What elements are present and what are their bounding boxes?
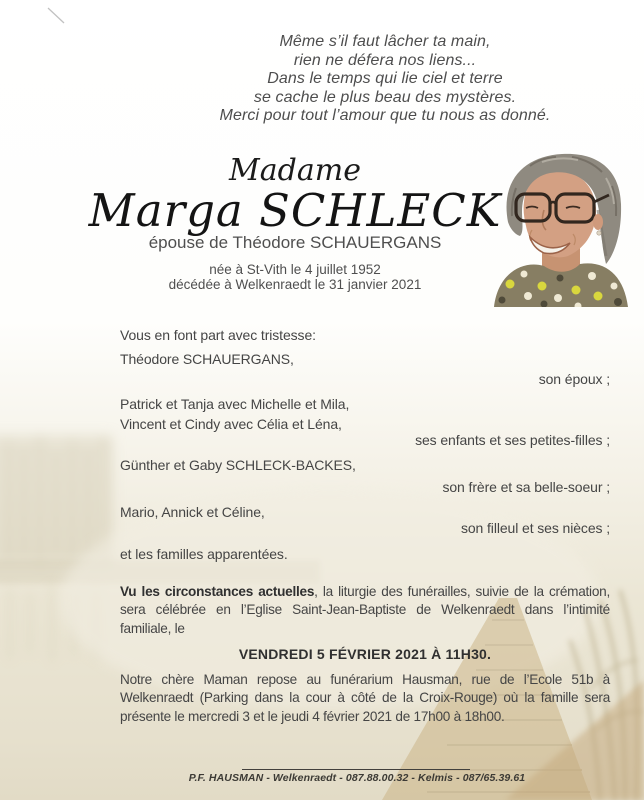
families-line: et les familles apparentées. [120,546,288,562]
funeral-home-credit: P.F. HAUSMAN - Welkenraedt - 087.88.00.32 - Kelmis - 087/65.39.61 [188,772,526,784]
spouse-line: épouse de Théodore SCHAUERGANS [148,233,442,252]
quote-line: Même s’il faut lâcher ta main, [279,33,491,50]
visitation-line: Notre chère Maman repose au funérarium Hausman, rue de l’Ecole 51b à [120,672,610,687]
relative-name: Vincent et Cindy avec Célia et Léna, [120,416,342,432]
birth-line: née à St-Vith le 4 juillet 1952 [209,262,381,277]
relative-name: Patrick et Tanja avec Michelle et Mila, [120,396,350,412]
portrait-photo [480,144,641,307]
funeral-date-line: VENDREDI 5 FÉVRIER 2021 À 11H30. [238,646,492,662]
ceremony-line: familiale, le [120,621,185,636]
ceremony-line: sera célébrée en l’Eglise Saint-Jean-Baptiste de Welkenraedt dans l’intimité [120,602,610,617]
footer-divider [242,769,470,770]
quote-line: se cache le plus beau des mystères. [253,88,517,106]
relative-name: Günther et Gaby SCHLECK-BACKES, [120,457,356,473]
announcement-intro: Vous en font part avec tristesse: [120,327,316,343]
relative-name: Mario, Annick et Céline, [120,504,265,520]
relative-relation: ses enfants et ses petites-filles ; [415,432,610,448]
death-line: décédée à Welkenraedt le 31 janvier 2021 [168,277,422,292]
relative-relation: son filleul et ses nièces ; [460,520,610,536]
quote-line: Dans le temps qui lie ciel et terre [267,70,503,88]
visitation-line: Welkenraedt (Parking dans la cour à côté de la Croix-Rouge) où la famille sera [120,690,610,705]
visitation-line: présente le mercredi 3 et le jeudi 4 février 2021 de 17h00 à 18h00. [120,709,505,724]
opening-quote [130,33,640,126]
relative-name: Théodore SCHAUERGANS, [120,351,294,367]
quote-line: rien ne défera nos liens... [293,51,477,69]
scan-artifact-mark [48,8,64,23]
relative-relation: son époux ; [538,371,610,387]
relative-relation: son frère et sa belle-soeur ; [442,479,610,495]
quote-line: Merci pour tout l’amour que tu nous as donné. [219,107,551,125]
deceased-name: Marga SCHLECK [88,184,502,237]
title-madame: Madame [229,153,361,188]
ceremony-emphasis: Vu les circonstances actuelles [120,584,315,599]
ceremony-text: , la liturgie des funérailles, suivie de la crémation, [314,584,610,599]
ceremony-line [120,584,610,599]
